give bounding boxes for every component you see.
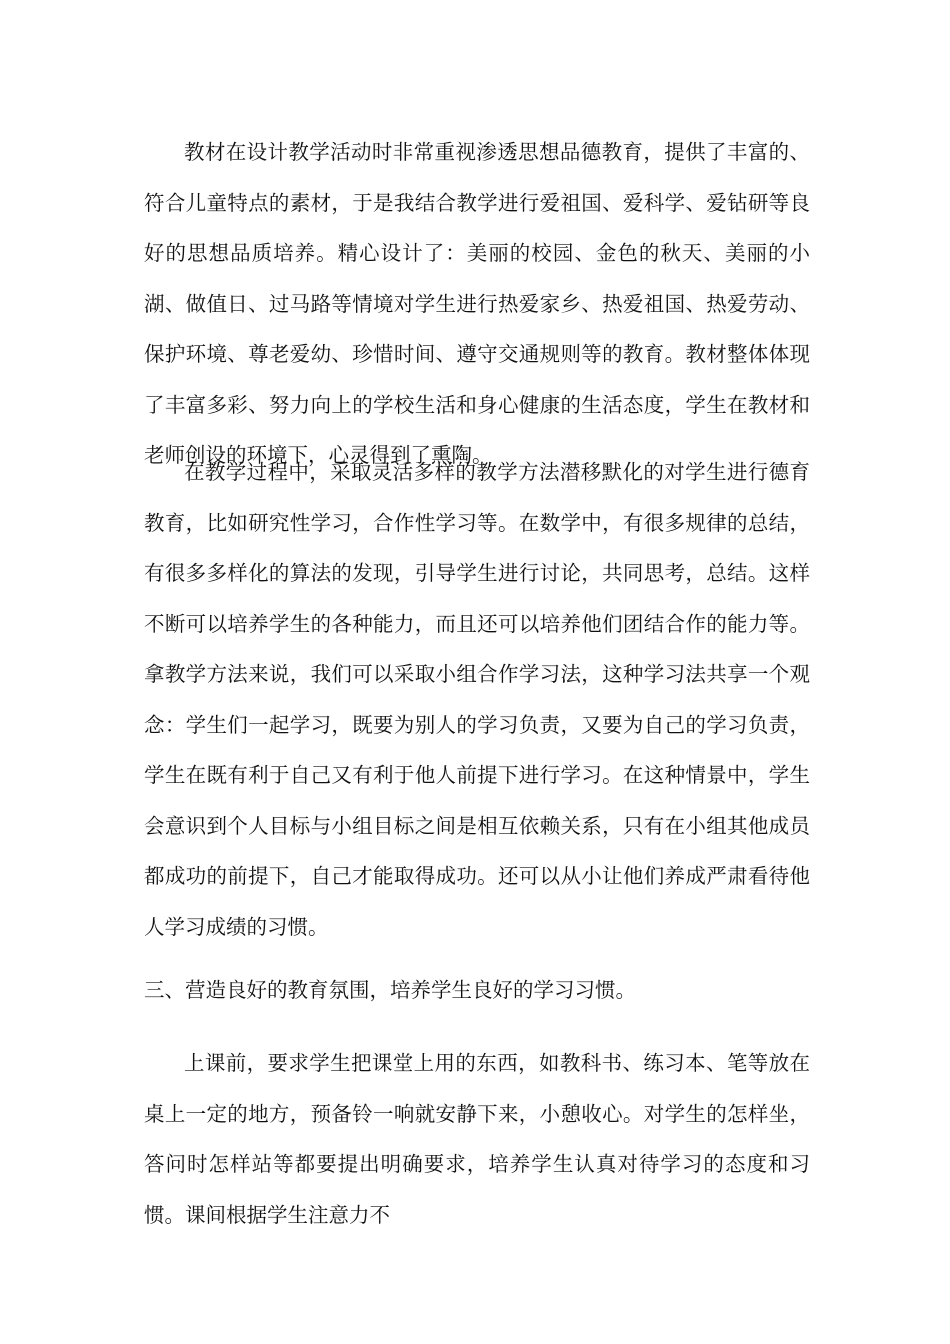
body-paragraph: 教材在设计教学活动时非常重视渗透思想品德教育，提供了丰富的、符合儿童特点的素材，于是我结合教学进行爱祖国、爱科学、爱钻研等良好的思想品质培养。精心设计了：美丽的校园、金色的秋天、美丽的小湖、做值日、过马路等情境对学生进行热爱家乡、热爱祖国、热爱劳动、保护环境、尊老爱幼、珍惜时间、遵守交通规则等的教育。教材整体体现了丰富多彩、努力向上的学校生活和身心健康的生活态度，学生在教材和老师创设的环境下，心灵得到了熏陶。 — [144, 140, 810, 467]
body-paragraph: 上课前，要求学生把课堂上用的东西，如教科书、练习本、笔等放在桌上一定的地方，预备铃一响就安静下来，小憩收心。对学生的怎样坐，答问时怎样站等都要提出明确要求，培养学生认真对待学习的态度和习惯。课间根据学生注意力不 — [144, 1051, 810, 1227]
section-heading: 三、营造良好的教育氛围，培养学生良好的学习习惯。 — [144, 978, 636, 1002]
body-paragraph: 在教学过程中，采取灵活多样的教学方法潜移默化的对学生进行德育教育，比如研究性学习，合作性学习等。在数学中，有很多规律的总结，有很多多样化的算法的发现，引导学生进行讨论，共同思考，总结。这样不断可以培养学生的各种能力，而且还可以培养他们团结合作的能力等。拿教学方法来说，我们可以采取小组合作学习法，这种学习法共享一个观念：学生们一起学习，既要为别人的学习负责，又要为自己的学习负责，学生在既有利于自己又有利于他人前提下进行学习。在这种情景中，学生会意识到个人目标与小组目标之间是相互依赖关系，只有在小组其他成员都成功的前提下，自己才能取得成功。还可以从小让他们养成严肃看待他人学习成绩的习惯。 — [144, 460, 810, 939]
